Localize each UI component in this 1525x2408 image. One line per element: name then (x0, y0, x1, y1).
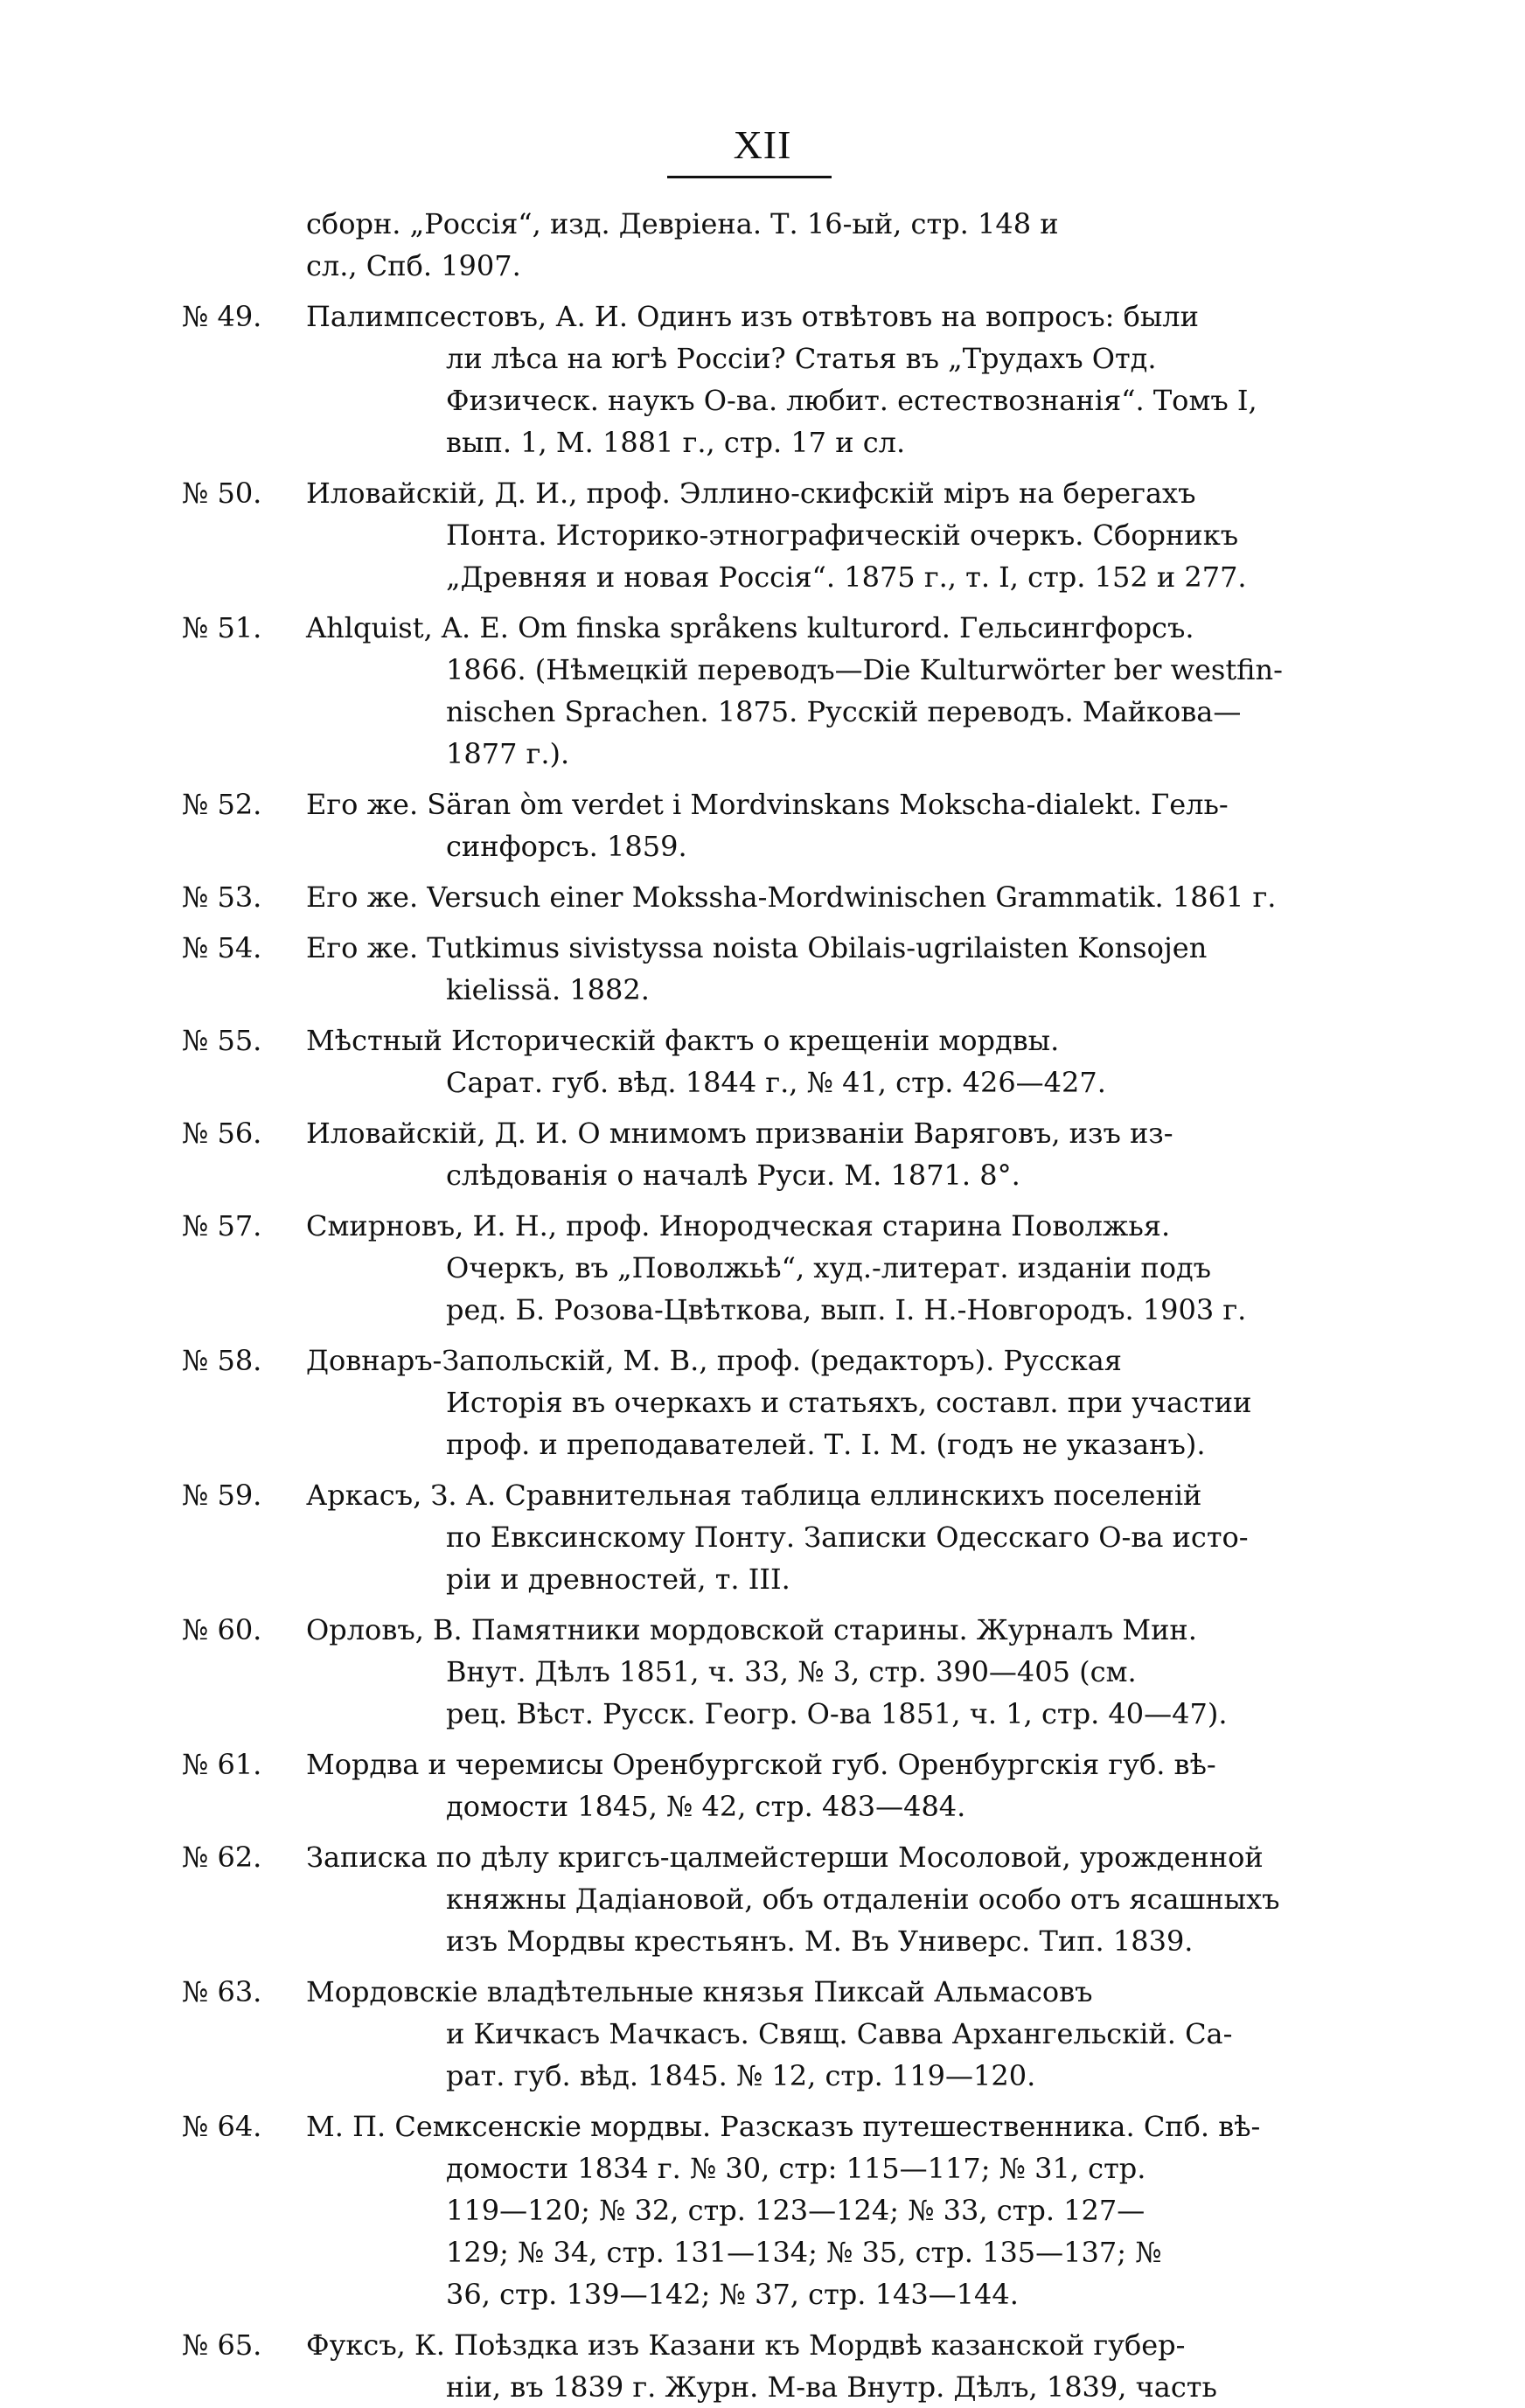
entry-text: Сарат. губ. вѣд. 1844 г., № 41, стр. 426—427. (446, 1066, 1106, 1099)
entry-text: домости 1845, № 42, стр. 483—484. (446, 1790, 966, 1823)
entry-text: Ahlquist, A. E. Om finska språkens kulturord. Гельсингфорсъ. (306, 611, 1194, 644)
entry-text: сборн. „Россія“, изд. Девріена. Т. 16-ый, стр. 148 и (306, 207, 1059, 240)
entry-number: № 62. (182, 1841, 262, 1874)
entry-text: ріи и древностей, т. III. (446, 1562, 790, 1596)
entry-text: kielissä. 1882. (446, 973, 650, 1006)
entry-text: Мордва и черемисы Оренбургской губ. Оренбургскія губ. вѣ- (306, 1748, 1216, 1781)
entry-number: № 56. (182, 1117, 262, 1150)
entry-text: Иловайскій, Д. И., проф. Эллино-скифскій міръ на берегахъ (306, 477, 1196, 510)
entry-number: № 53. (182, 880, 262, 914)
entry-text: 1877 г.). (446, 737, 570, 770)
entry-text: Его же. Säran òm verdet i Mordvinskans Mokscha-dialekt. Гель- (306, 788, 1229, 821)
entry-text: проф. и преподавателей. Т. I. М. (годъ не указанъ). (446, 1428, 1206, 1461)
page-number-rule (667, 176, 832, 178)
entry-number: № 60. (182, 1613, 262, 1646)
entry-text: Записка по дѣлу кригсъ-цалмейстерши Мосоловой, урожденной (306, 1841, 1264, 1874)
entry-text: рец. Вѣст. Русск. Геогр. О-ва 1851, ч. 1, стр. 40—47). (446, 1697, 1228, 1730)
entry-text: Исторія въ очеркахъ и статьяхъ, составл. при участии (446, 1386, 1252, 1419)
entry-text: вып. 1, М. 1881 г., стр. 17 и сл. (446, 426, 906, 459)
entry-number: № 55. (182, 1024, 262, 1057)
entry-number: № 51. (182, 611, 262, 644)
page-number: XII (733, 122, 792, 167)
entry-text: Его же. Versuch einer Mokssha-Mordwinischen Grammatik. 1861 г. (306, 880, 1277, 914)
entry-number: № 59. (182, 1479, 262, 1512)
entry-text: „Древняя и новая Россія“. 1875 г., т. I, стр. 152 и 277. (446, 560, 1247, 594)
entry-text: сл., Спб. 1907. (306, 249, 521, 282)
entry-text: Смирновъ, И. Н., проф. Инородческая старина Поволжья. (306, 1209, 1171, 1242)
entry-text: княжны Дадіановой, объ отдаленіи особо отъ ясашныхъ (446, 1883, 1280, 1916)
entry-text: Очеркъ, въ „Поволжьѣ“, худ.-литерат. изданіи подъ (446, 1251, 1212, 1284)
entry-number: № 50. (182, 477, 262, 510)
entry-text: Понта. Историко-этнографическій очеркъ. Сборникъ (446, 518, 1239, 552)
entry-text: Внут. Дѣлъ 1851, ч. 33, № 3, стр. 390—405 (см. (446, 1655, 1137, 1688)
entry-text: Орловъ, В. Памятники мордовской старины. Журналъ Мин. (306, 1613, 1197, 1646)
entry-text: Палимпсестовъ, А. И. Одинъ изъ отвѣтовъ на вопросъ: были (306, 300, 1199, 333)
entry-number: № 52. (182, 788, 262, 821)
entry-text: Мордовскіе владѣтельные князья Пиксай Альмасовъ (306, 1975, 1093, 2008)
entry-text: Аркасъ, З. А. Сравнительная таблица еллинскихъ поселеній (306, 1479, 1202, 1512)
entry-text: и Кичкасъ Мачкасъ. Свящ. Савва Архангельскій. Са- (446, 2017, 1233, 2050)
entry-text: по Евксинскому Понту. Записки Одесскаго О-ва исто- (446, 1521, 1249, 1554)
entry-text: 119—120; № 32, стр. 123—124; № 33, стр. 127— (446, 2194, 1145, 2227)
entry-text: Его же. Tutkimus sivistyssa noista Obilais-ugrilaisten Konsojen (306, 931, 1208, 964)
entry-text: Довнаръ-Запольскій, М. В., проф. (редакторъ). Русская (306, 1344, 1122, 1377)
entry-number: № 57. (182, 1209, 262, 1242)
entry-text: изъ Мордвы крестьянъ. М. Въ Универс. Тип. 1839. (446, 1924, 1194, 1958)
entry-text: ніи, въ 1839 г. Журн. М-ва Внутр. Дѣлъ, 1839, часть (446, 2370, 1217, 2404)
entry-text: синфорсъ. 1859. (446, 830, 687, 863)
entry-text: 129; № 34, стр. 131—134; № 35, стр. 135—137; № (446, 2236, 1162, 2269)
entry-number: № 61. (182, 1748, 262, 1781)
entry-text: nischen Sprachen. 1875. Русскій переводъ. Майкова— (446, 695, 1242, 728)
entry-text: Мѣстный Историческій фактъ о крещеніи мордвы. (306, 1024, 1060, 1057)
entry-number: № 54. (182, 931, 262, 964)
entry-text: рат. губ. вѣд. 1845. № 12, стр. 119—120. (446, 2059, 1036, 2092)
entry-number: № 49. (182, 300, 262, 333)
entry-number: № 63. (182, 1975, 262, 2008)
entry-number: № 58. (182, 1344, 262, 1377)
entry-number: № 65. (182, 2328, 262, 2362)
entry-text: ли лѣса на югѣ Россіи? Статья въ „Трудахъ Отд. (446, 342, 1157, 375)
entry-text: слѣдованія о началѣ Руси. М. 1871. 8°. (446, 1159, 1020, 1192)
entry-text: Физическ. наукъ О-ва. любит. естествознанія“. Томъ I, (446, 384, 1257, 417)
entry-text: Фуксъ, К. Поѣздка изъ Казани къ Мордвѣ казанской губер- (306, 2328, 1186, 2362)
entry-text: ред. Б. Розова-Цвѣткова, вып. I. Н.-Новгородъ. 1903 г. (446, 1293, 1247, 1326)
entry-text: М. П. Семксенскіе мордвы. Разсказъ путешественника. Спб. вѣ- (306, 2110, 1261, 2143)
entry-text: Иловайскій, Д. И. О мнимомъ призваніи Варяговъ, изъ из- (306, 1117, 1173, 1150)
entry-text: 1866. (Нѣмецкій переводъ—Die Kulturwörter ber westfin- (446, 653, 1283, 686)
entry-text: 36, стр. 139—142; № 37, стр. 143—144. (446, 2278, 1019, 2311)
entry-number: № 64. (182, 2110, 262, 2143)
entry-text: домости 1834 г. № 30, стр: 115—117; № 31, стр. (446, 2152, 1146, 2185)
